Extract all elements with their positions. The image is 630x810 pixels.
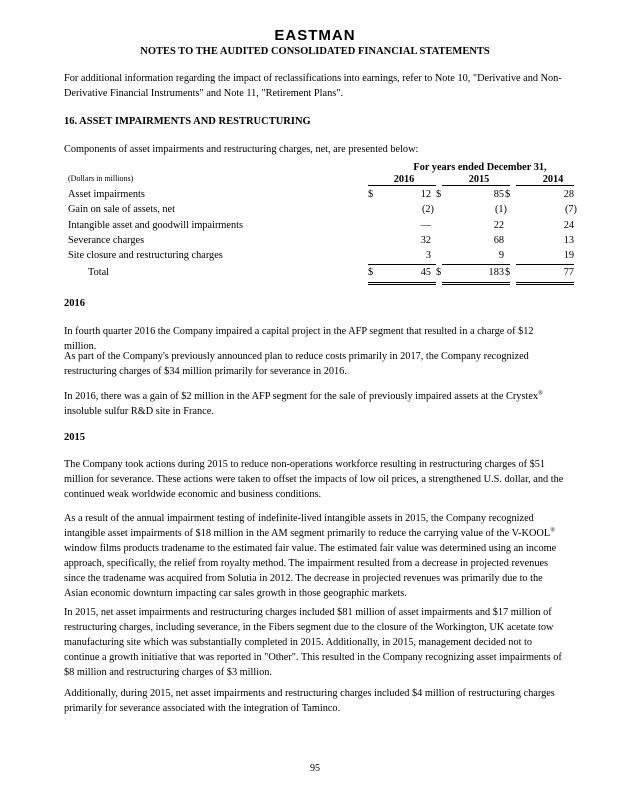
year-heading-2016: 2016 bbox=[64, 298, 85, 309]
table-period-header: For years ended December 31, bbox=[413, 162, 547, 173]
page-header-title: NOTES TO THE AUDITED CONSOLIDATED FINANCIAL STATEMENTS bbox=[140, 46, 490, 57]
cell-value: 22 bbox=[493, 220, 504, 231]
cell-value: 24 bbox=[563, 220, 574, 231]
paragraph: Additionally, during 2015, net asset impairments and restructuring charges included $4 million of restructuring charges primarily for severance associated with the integration of Taminco. bbox=[64, 688, 555, 714]
paragraph: The Company took actions during 2015 to reduce non-operations workforce resulting in restructuring charges of $51 million for severance. These actions were taken to offset the impacts of low oil prices, a strengthened U.S. dollar, and the continued weak worldwide economic and business conditions. bbox=[64, 459, 564, 500]
total-double-underline bbox=[442, 282, 510, 285]
table-row bbox=[64, 235, 574, 250]
cell-value: (1) bbox=[494, 204, 507, 215]
cell-value: 28 bbox=[563, 189, 574, 200]
paragraph: In fourth quarter 2016 the Company impaired a capital project in the AFP segment that resulted in a charge of $12 million. bbox=[64, 326, 534, 352]
company-logo: EASTMAN bbox=[274, 27, 356, 44]
subtotal-underline bbox=[368, 264, 436, 265]
row-label: Intangible asset and goodwill impairments bbox=[68, 220, 244, 231]
table-row bbox=[64, 204, 577, 219]
intro-paragraph: For additional information regarding the impact of reclassifications into earnings, refer to Note 10, "Derivative and Non-Derivative Financial Instruments" and Note 11, "Retirement Plans". bbox=[64, 73, 562, 99]
cell-value: 3 bbox=[425, 250, 431, 261]
row-label: Severance charges bbox=[68, 235, 145, 246]
row-label: Gain on sale of assets, net bbox=[68, 204, 175, 215]
paragraph: In 2016, there was a gain of $2 million in the AFP segment for the sale of previously impaired assets at the Crystex® insoluble sulfur R&D site in France. bbox=[64, 389, 543, 417]
cell-value: 9 bbox=[498, 250, 504, 261]
page-number: 95 bbox=[310, 763, 320, 774]
cell-value: 19 bbox=[563, 250, 574, 261]
cell-value: 12 bbox=[420, 189, 431, 200]
currency-symbol: $ bbox=[505, 189, 511, 200]
cell-value: 85 bbox=[493, 189, 504, 200]
cell-value: 13 bbox=[563, 235, 574, 246]
table-year-header: 2014 bbox=[542, 174, 564, 185]
row-label: Asset impairments bbox=[68, 189, 145, 200]
table-row bbox=[64, 189, 574, 204]
currency-symbol: $ bbox=[505, 267, 511, 278]
table-year-header: 2015 bbox=[468, 174, 490, 185]
header-underline bbox=[516, 185, 574, 186]
cell-value: 68 bbox=[493, 235, 504, 246]
table-row bbox=[64, 250, 574, 265]
paragraph: As part of the Company's previously announced plan to reduce costs primarily in 2017, the Company recognized restructuring charges of $34 million primarily for severance in 2016. bbox=[64, 351, 529, 377]
total-double-underline bbox=[516, 282, 574, 285]
cell-value: 32 bbox=[420, 235, 431, 246]
currency-symbol: $ bbox=[436, 267, 442, 278]
table-units-label: (Dollars in millions) bbox=[68, 174, 134, 183]
paragraph: In 2015, net asset impairments and restructuring charges included $81 million of asset impairments and $17 million of restructuring charges, including severance, in the Fibers segment due to the closure of the Workington, UK acetate tow manufacturing site which was substantially completed in 2015. Additionally, in 2015, management decided not to continue a growth initiative that was reported in "Other". This resulted in the Company recognizing asset impairments of $8 million and restructuring charges of $3 million. bbox=[64, 607, 562, 678]
total-label: Total bbox=[88, 267, 110, 278]
cell-value: 45 bbox=[420, 267, 431, 278]
currency-symbol: $ bbox=[436, 189, 442, 200]
cell-value: (7) bbox=[564, 204, 577, 215]
subtotal-underline bbox=[516, 264, 574, 265]
currency-symbol: $ bbox=[368, 189, 374, 200]
section-title: 16. ASSET IMPAIRMENTS AND RESTRUCTURING bbox=[64, 116, 311, 127]
cell-value: 77 bbox=[563, 267, 574, 278]
total-double-underline bbox=[368, 282, 436, 285]
components-text: Components of asset impairments and restructuring charges, net, are presented below: bbox=[64, 144, 419, 155]
currency-symbol: $ bbox=[368, 267, 374, 278]
year-heading-2015: 2015 bbox=[64, 432, 85, 443]
row-label: Site closure and restructuring charges bbox=[68, 250, 223, 261]
subtotal-underline bbox=[442, 264, 510, 265]
table-row bbox=[64, 220, 574, 235]
table-year-header: 2016 bbox=[393, 174, 415, 185]
cell-value: — bbox=[420, 220, 431, 231]
header-underline bbox=[442, 185, 510, 186]
header-underline bbox=[368, 185, 436, 186]
cell-value: (2) bbox=[421, 204, 434, 215]
table-total-row bbox=[64, 267, 574, 282]
paragraph: As a result of the annual impairment testing of indefinite-lived intangible assets in 2015, the Company recognized intangible asset impairments of $18 million in the AM segment primarily to reduce the carrying value of the V-KOOL® window films products tradename to the estimated fair value. The estimated fair value was determined using an income approach, specifically, the relief from royalty method. The impairment resulted from a decrease in projected revenues since the tradename was acquired from Solutia in 2012. The decrease in projected revenues was primarily due to the Asian economic downturn impacting car sales growth in those geographic markets. bbox=[64, 513, 557, 599]
cell-value: 183 bbox=[488, 267, 504, 278]
